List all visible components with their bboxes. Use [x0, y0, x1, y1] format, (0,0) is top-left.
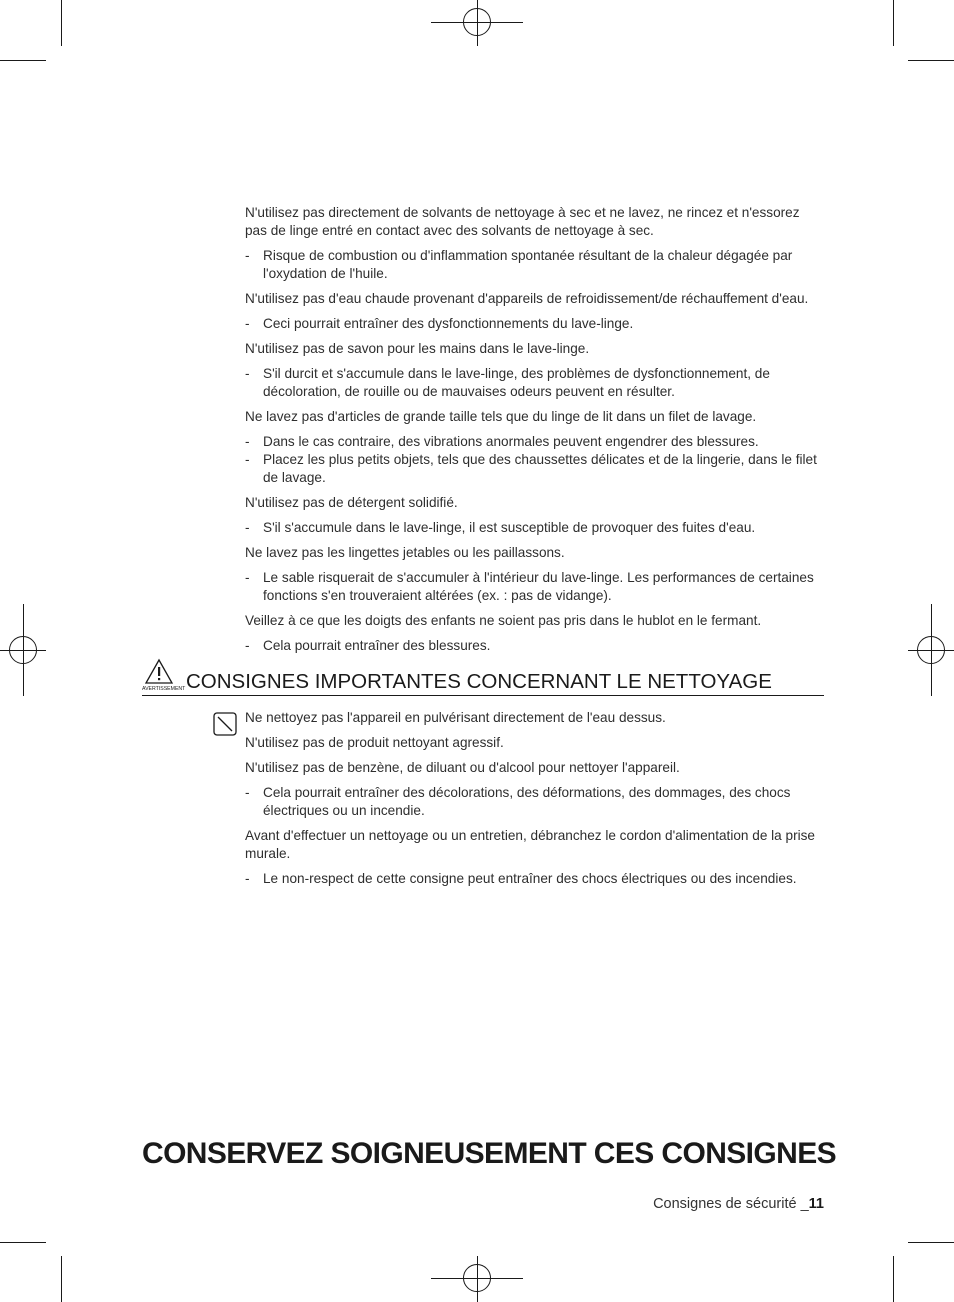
bullet-dash: -: [245, 570, 250, 585]
bullet-text: Risque de combustion ou d'inflammation spontanée résultant de la chaleur dégagée par l'oxydation de l'huile.: [263, 248, 793, 281]
bullet-dash: -: [245, 785, 250, 800]
bullet-text: Cela pourrait entraîner des blessures.: [263, 638, 491, 653]
bullet-text: S'il s'accumule dans le lave-linge, il est susceptible de provoquer des fuites d'eau.: [263, 520, 756, 535]
bullet-item: [245, 519, 825, 537]
bullet-item: [245, 451, 825, 487]
bullet-item: [245, 315, 825, 333]
bullet-dash: -: [245, 434, 250, 449]
bullet-text: Le non-respect de cette consigne peut entraîner des chocs électriques ou des incendies.: [263, 871, 797, 886]
paragraph: Veillez à ce que les doigts des enfants ne soient pas pris dans le hublot en le fermant.: [245, 613, 762, 628]
paragraph: N'utilisez pas de produit nettoyant agressif.: [245, 735, 504, 750]
bullet-dash: -: [245, 871, 250, 886]
bullet-text: Placez les plus petits objets, tels que des chaussettes délicates et de la lingerie, dans le filet de lavage.: [263, 452, 817, 485]
bullet-dash: -: [245, 520, 250, 535]
bullet-item: [245, 365, 825, 401]
bullet-text: Dans le cas contraire, des vibrations anormales peuvent engendrer des blessures.: [263, 434, 759, 449]
paragraph: Avant d'effectuer un nettoyage ou un entretien, débranchez le cordon d'alimentation de la prise murale.: [245, 828, 815, 861]
footer-text: Consignes de sécurité _: [653, 1196, 809, 1212]
bullet-dash: -: [245, 248, 250, 263]
prohibition-icon: [213, 712, 237, 736]
bullet-item: [245, 569, 825, 605]
paragraph: N'utilisez pas de savon pour les mains dans le lave-linge.: [245, 341, 590, 356]
bullet-item: [245, 870, 825, 888]
bullet-text: Cela pourrait entraîner des décolorations, des déformations, des dommages, des chocs électriques ou un incendie.: [263, 785, 791, 818]
safety-instructions-list: [245, 204, 825, 662]
paragraph: N'utilisez pas d'eau chaude provenant d'appareils de refroidissement/de réchauffement d'eau.: [245, 291, 809, 306]
paragraph: Ne lavez pas d'articles de grande taille tels que du linge de lit dans un filet de lavage.: [245, 409, 757, 424]
paragraph: N'utilisez pas directement de solvants de nettoyage à sec et ne lavez, ne rincez et n'essorez pas de linge entré en contact avec des solvants de nettoyage à sec.: [245, 205, 800, 238]
bullet-item: [245, 637, 825, 655]
paragraph: Ne nettoyez pas l'appareil en pulvérisant directement de l'eau dessus.: [245, 710, 666, 725]
bullet-dash: -: [245, 638, 250, 653]
section-title: CONSIGNES IMPORTANTES CONCERNANT LE NETTOYAGE: [186, 670, 772, 693]
bullet-item: [245, 784, 825, 820]
bullet-dash: -: [245, 366, 250, 381]
bullet-item: [245, 433, 825, 451]
bullet-text: Ceci pourrait entraîner des dysfonctionnements du lave-linge.: [263, 316, 634, 331]
bullet-text: S'il durcit et s'accumule dans le lave-linge, des problèmes de dysfonctionnement, de décoloration, de rouille ou de mauvaises odeurs peuvent en résulter.: [263, 366, 770, 399]
closing-title: CONSERVEZ SOIGNEUSEMENT CES CONSIGNES: [142, 1137, 837, 1170]
paragraph: N'utilisez pas de benzène, de diluant ou d'alcool pour nettoyer l'appareil.: [245, 760, 680, 775]
section-heading: [142, 658, 824, 696]
bullet-dash: -: [245, 452, 250, 467]
page-number: 11: [808, 1196, 824, 1212]
cleaning-instructions-list: [245, 709, 825, 895]
bullet-text: Le sable risquerait de s'accumuler à l'intérieur du lave-linge. Les performances de certaines fonctions s'en trouveraient altérées (ex. : pas de vidange).: [263, 570, 814, 603]
page-footer: [653, 1196, 824, 1212]
paragraph: Ne lavez pas les lingettes jetables ou les paillassons.: [245, 545, 565, 560]
warning-label: AVERTISSEMENT: [142, 686, 186, 692]
bullet-dash: -: [245, 316, 250, 331]
paragraph: N'utilisez pas de détergent solidifié.: [245, 495, 458, 510]
bullet-item: [245, 247, 825, 283]
